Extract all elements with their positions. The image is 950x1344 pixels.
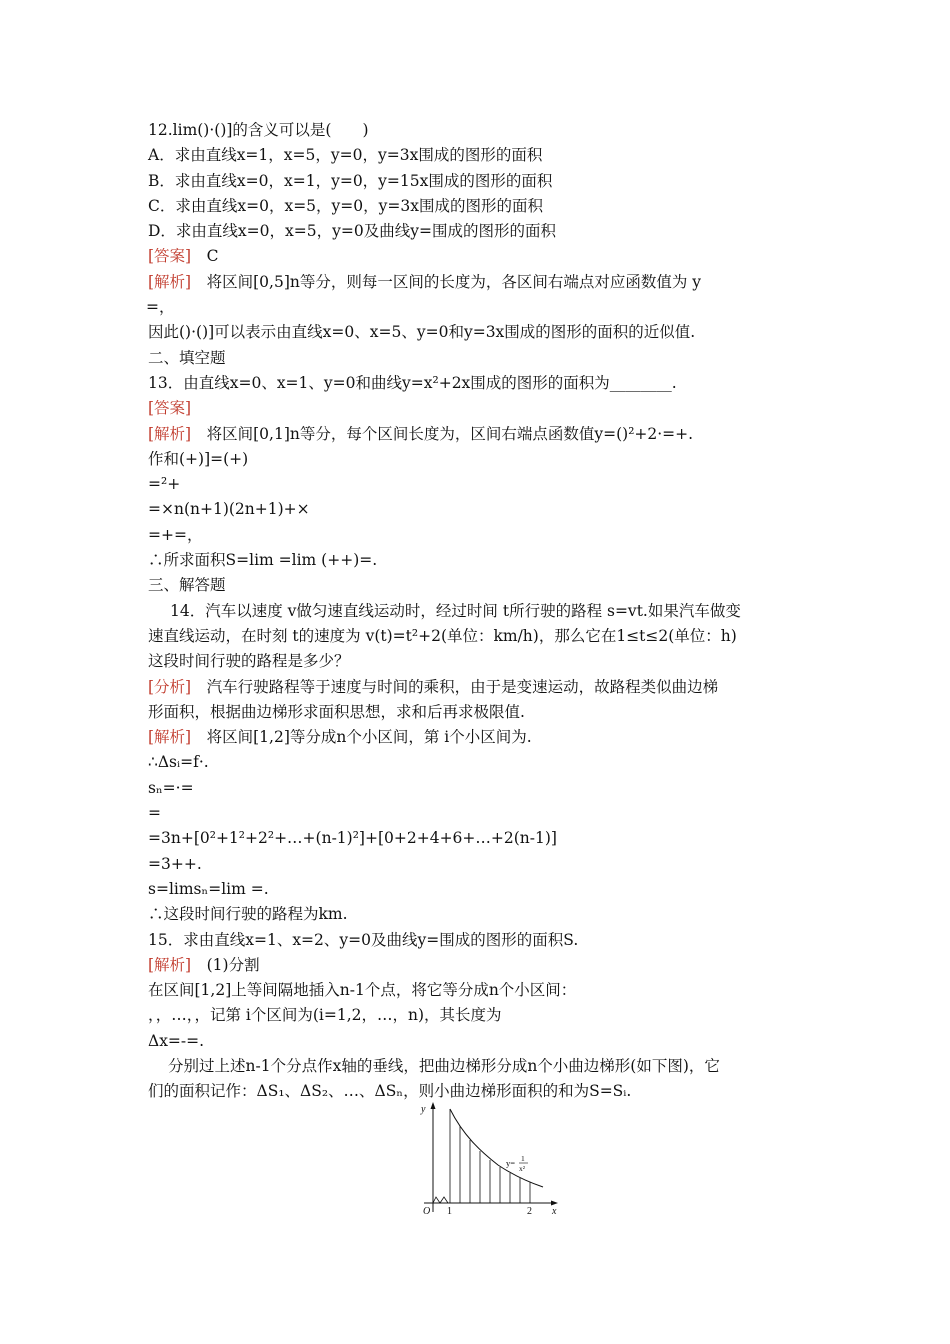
- q14-analysis-5: =3n+[0²+1²+2²+…+(n-1)²]+[0+2+4+6+…+2(n-1)]: [148, 829, 557, 848]
- answer-tag: [答案]: [148, 247, 192, 266]
- q12-analysis-1: [148, 270, 818, 295]
- fenxi-tag: [分析]: [148, 677, 192, 696]
- q13-analysis-4: =×n(n+1)(2n+1)+×: [148, 500, 310, 519]
- q14-stem-2: 速直线运动，在时刻 t的速度为 v(t)=t²+2(单位：km/h)，那么它在1≤t≤2(单位：h): [148, 626, 737, 645]
- q12-stem: 12.lim()·()]的含义可以是( ): [148, 121, 369, 139]
- q12-option-a: A．求由直线x=1，x=5，y=0，y=3x围成的图形的面积: [148, 146, 543, 165]
- axis-break: [433, 1197, 448, 1203]
- q13-analysis-5: =+=，: [148, 525, 203, 544]
- q14-fenxi-1: [148, 675, 818, 700]
- q15-analysis-text: (1)分割: [206, 955, 260, 974]
- y-axis-arrow: [431, 1102, 436, 1109]
- analysis-tag: [解析]: [148, 272, 192, 291]
- curve-label-den: x²: [519, 1164, 525, 1173]
- section-solve: 三、解答题: [148, 576, 226, 595]
- curve-label: y=: [506, 1158, 516, 1168]
- q12-analysis-text: 将区间[0,5]n等分，则每一区间的长度为，各区间右端点对应函数值为 y: [206, 272, 702, 291]
- q15-analysis-6: 们的面积记作：ΔS₁、ΔS₂、…、ΔSₙ，则小曲边梯形面积的和为S=Sᵢ.: [148, 1082, 632, 1101]
- curve: [450, 1109, 543, 1187]
- q14-stem-1: 14．汽车以速度 v做匀速直线运动时，经过时间 t所行驶的路程 s=vt.如果汽车做变: [170, 601, 741, 620]
- q13-analysis-2: 作和(+)]=(+): [148, 449, 249, 468]
- q12-answer-value: C: [206, 247, 219, 266]
- q15-analysis-2: 在区间[1,2]上等间隔地插入n-1个点，将它等分成n个小区间：: [148, 981, 577, 1000]
- section-fill-in: 二、填空题: [148, 348, 226, 367]
- q13-analysis-3: =²+: [148, 475, 181, 494]
- q14-analysis-2: ∴Δsᵢ=f·.: [148, 753, 209, 772]
- analysis-tag: [解析]: [148, 424, 192, 443]
- y-axis-label: y: [421, 1104, 426, 1115]
- q13-stem: 13．由直线x=0、x=1、y=0和曲线y=x²+2x围成的图形的面积为________.: [148, 373, 677, 392]
- tick-2-label: 2: [527, 1206, 532, 1217]
- curve-label-num: 1: [521, 1154, 525, 1163]
- q14-fenxi-text: 汽车行驶路程等于速度与时间的乘积，由于是变速运动，故路程类似曲边梯: [206, 677, 719, 696]
- q15-analysis-1: [148, 953, 818, 978]
- document-body: [148, 118, 818, 1105]
- q14-stem-3: 这段时间行驶的路程是多少？: [148, 652, 350, 671]
- q12-analysis-3: 因此()·()]可以表示由直线x=0、x=5、y=0和y=3x围成的图形的面积的近似值.: [148, 323, 696, 342]
- q15-analysis-4: Δx=-=.: [148, 1031, 205, 1050]
- curvilinear-trapezoid-figure: [418, 1100, 563, 1218]
- analysis-tag: [解析]: [148, 955, 192, 974]
- q14-analysis-8: ∴这段时间行驶的路程为km.: [148, 905, 348, 924]
- q13-analysis-text: 将区间[0,1]n等分，每个区间长度为，区间右端点函数值y=()²+2·=+.: [206, 424, 694, 443]
- q12-answer: [148, 244, 818, 269]
- q13-analysis-6: ∴所求面积S=lim =lim (++)=.: [148, 551, 378, 570]
- q12-analysis-2: =，: [146, 298, 175, 317]
- q14-analysis-6: =3++.: [148, 854, 202, 873]
- x-axis-label: x: [552, 1206, 557, 1217]
- q13-answer: [148, 396, 818, 421]
- origin-label: O: [423, 1206, 431, 1217]
- q13-analysis-1: [148, 422, 818, 447]
- q14-analysis-4: =: [148, 804, 161, 823]
- q14-analysis-7: s=limsₙ=lim =.: [148, 879, 269, 898]
- q15-analysis-3: ，，…，，记第 i个区间为(i=1,2，…，n)，其长度为: [148, 1006, 502, 1025]
- x-axis-arrow: [551, 1201, 558, 1206]
- q14-analysis-1: [148, 725, 818, 750]
- tick-1-label: 1: [447, 1206, 452, 1217]
- q15-stem: 15．求由直线x=1、x=2、y=0及曲线y=围成的图形的面积S.: [148, 930, 579, 949]
- answer-tag: [答案]: [148, 399, 192, 418]
- strips: [450, 1109, 530, 1203]
- q14-analysis-text: 将区间[1,2]等分成n个小区间，第 i个小区间为.: [206, 728, 532, 747]
- q12-option-d: D．求由直线x=0，x=5，y=0及曲线y=围成的图形的面积: [148, 222, 556, 241]
- analysis-tag: [解析]: [148, 728, 192, 747]
- q15-analysis-5: 分别过上述n-1个分点作x轴的垂线，把曲边梯形分成n个小曲边梯形(如下图)，它: [168, 1056, 720, 1075]
- q12-option-c: C．求由直线x=0，x=5，y=0，y=3x围成的图形的面积: [148, 196, 543, 215]
- q14-fenxi-2: 形面积，根据曲边梯形求面积思想，求和后再求极限值.: [148, 702, 525, 721]
- q14-analysis-3: sₙ=·=: [148, 778, 194, 797]
- q12-option-b: B．求由直线x=0，x=1，y=0，y=15x围成的图形的面积: [148, 171, 553, 190]
